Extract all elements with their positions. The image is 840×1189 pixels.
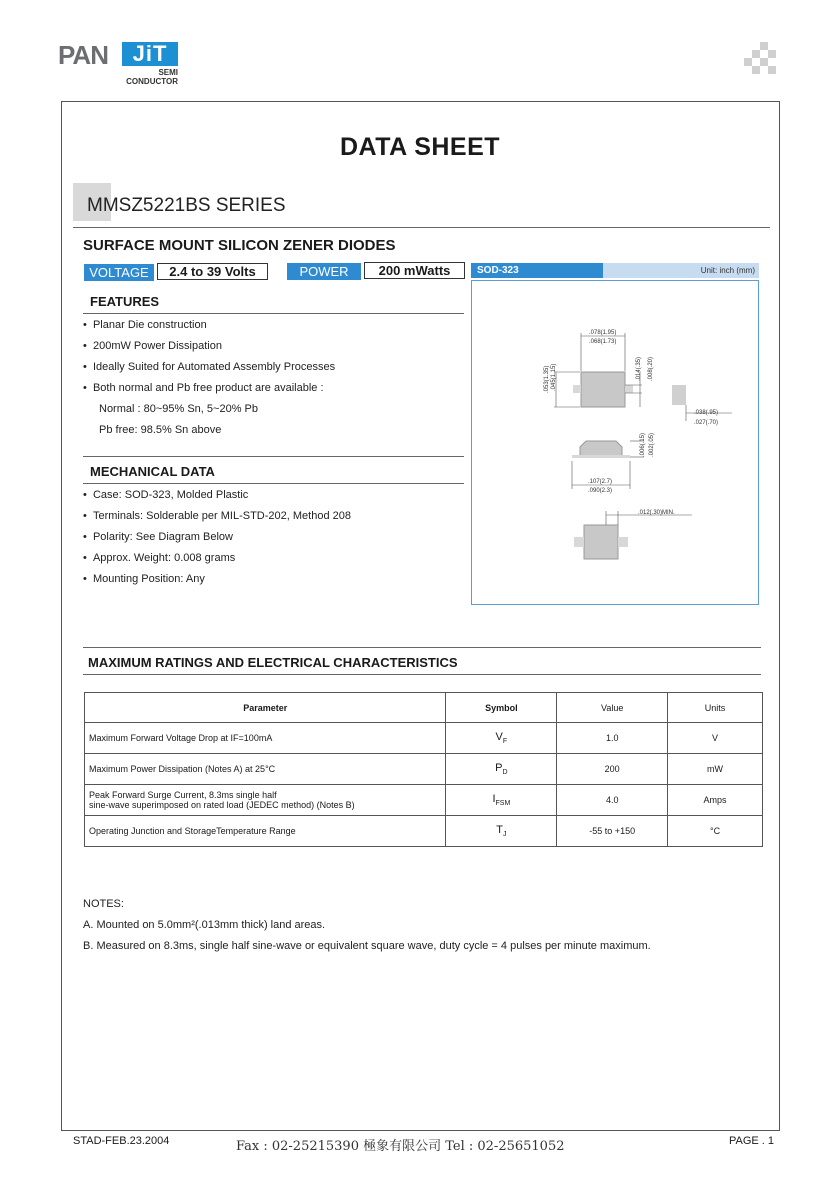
feature-subitem: Normal : 80~95% Sn, 5~20% Pb: [99, 403, 258, 415]
feature-item: • Both normal and Pb free product are available :: [83, 382, 324, 394]
mechanical-item: • Polarity: See Diagram Below: [83, 531, 233, 543]
logo-semi: SEMI: [158, 68, 178, 77]
package-diagram: [472, 281, 758, 604]
param-cell: Maximum Power Dissipation (Notes A) at 25°C: [85, 754, 446, 785]
dim-right-a: .014(.35): [636, 356, 642, 381]
header-value: Value: [557, 693, 668, 723]
logo-subtitle: [124, 68, 178, 86]
logo-jit-text: JiT: [122, 42, 178, 66]
dim-len-a: .107(2.7): [588, 479, 613, 485]
value-cell: 4.0: [557, 785, 668, 816]
feature-item: • Planar Die construction: [83, 319, 207, 331]
mechanical-item: • Approx. Weight: 0.008 grams: [83, 552, 236, 564]
divider: [73, 227, 770, 228]
ratings-table: [84, 692, 763, 847]
divider: [83, 647, 761, 648]
header-parameter: Parameter: [85, 693, 446, 723]
unit-cell: Amps: [668, 785, 763, 816]
value-cell: -55 to +150: [557, 816, 668, 847]
param-cell: Peak Forward Surge Current, 8.3ms single half sine-wave superimposed on rated load (JEDEC method) (Notes B): [85, 785, 446, 816]
dim-h-b: .002(.05): [649, 432, 655, 457]
divider: [83, 483, 464, 484]
series-name: MMSZ5221BS SERIES: [87, 195, 286, 216]
symbol-cell: $V_F$: [446, 723, 557, 754]
voltage-value: 2.4 to 39 Volts: [157, 263, 268, 280]
table-row: [85, 754, 763, 785]
package-bottom: [584, 525, 618, 559]
footer-page: PAGE . 1: [729, 1135, 775, 1147]
table-row: [85, 816, 763, 847]
symbol-cell: $T_J$: [446, 816, 557, 847]
page-frame: [61, 101, 780, 1131]
unit-cell: V: [668, 723, 763, 754]
unit-cell: mW: [668, 754, 763, 785]
dim-top-b: .068(1.73): [589, 339, 617, 345]
package-diagram-box: [471, 280, 759, 605]
dim-left-b: .045(1.15): [551, 363, 557, 391]
package-body: [581, 372, 625, 407]
footer-contact: Fax : 02-25215390 極象有限公司 Tel : 02-25651052: [236, 1139, 565, 1154]
feature-item: • Ideally Suited for Automated Assembly Processes: [83, 361, 336, 373]
power-value: 200 mWatts: [364, 262, 465, 279]
notes-heading: NOTES:: [83, 898, 124, 910]
unit-cell: °C: [668, 816, 763, 847]
dim-top-a: .078(1.95): [589, 330, 617, 336]
divider: [83, 456, 464, 457]
package-side: [672, 385, 686, 405]
note-b: B. Measured on 8.3ms, single half sine-wave or equivalent square wave, duty cycle = 4 pulses per minute maximum.: [83, 940, 651, 952]
table-row: [85, 785, 763, 816]
header-symbol: Symbol: [446, 693, 557, 723]
panjit-logo: [58, 38, 188, 90]
param-cell: Maximum Forward Voltage Drop at IF=100mA: [85, 723, 446, 754]
footer-date: STAD-FEB.23.2004: [73, 1135, 170, 1147]
features-heading: FEATURES: [90, 294, 160, 309]
dim-h-a: .006(.15): [640, 432, 646, 457]
logo-conductor: CONDUCTOR: [126, 77, 178, 86]
table-header-row: [85, 693, 763, 723]
header-units: Units: [668, 693, 763, 723]
mechanical-heading: MECHANICAL DATA: [90, 464, 215, 479]
value-cell: 1.0: [557, 723, 668, 754]
table-row: [85, 723, 763, 754]
package-lead: [573, 385, 581, 393]
page-title: DATA SHEET: [339, 133, 501, 161]
value-cell: 200: [557, 754, 668, 785]
divider: [83, 313, 464, 314]
dim-right-b: .008(.20): [648, 356, 654, 381]
ratings-heading: MAXIMUM RATINGS AND ELECTRICAL CHARACTERISTICS: [88, 655, 458, 670]
dim-left-a: .053(1.35): [544, 365, 550, 393]
dim-len-b: .090(2.3): [588, 488, 613, 494]
package-name: SOD-323: [471, 263, 603, 278]
note-a: A. Mounted on 5.0mm²(.013mm thick) land areas.: [83, 919, 326, 931]
divider: [83, 674, 761, 675]
voltage-label: VOLTAGE: [84, 264, 154, 281]
symbol-cell: $P_D$: [446, 754, 557, 785]
package-unit: Unit: inch (mm): [603, 263, 759, 278]
feature-subitem: Pb free: 98.5% Sn above: [99, 424, 222, 436]
mechanical-item: • Mounting Position: Any: [83, 573, 205, 585]
param-cell: Operating Junction and StorageTemperature Range: [85, 816, 446, 847]
logo-pan-text: PAN: [58, 40, 108, 70]
mechanical-item: • Case: SOD-323, Molded Plastic: [83, 489, 249, 501]
dim-side-b: .027(.70): [694, 420, 719, 426]
product-subtitle: SURFACE MOUNT SILICON ZENER DIODES: [83, 237, 396, 254]
dim-side-a: .038(.95): [694, 410, 719, 416]
symbol-cell: $I_{FSM}$: [446, 785, 557, 816]
mechanical-item: • Terminals: Solderable per MIL-STD-202, Method 208: [83, 510, 351, 522]
dim-min: .012(.30)MIN.: [638, 510, 675, 516]
feature-item: • 200mW Power Dissipation: [83, 340, 222, 352]
package-front: [580, 441, 622, 457]
package-lead: [625, 385, 633, 393]
power-label: POWER: [287, 263, 361, 280]
